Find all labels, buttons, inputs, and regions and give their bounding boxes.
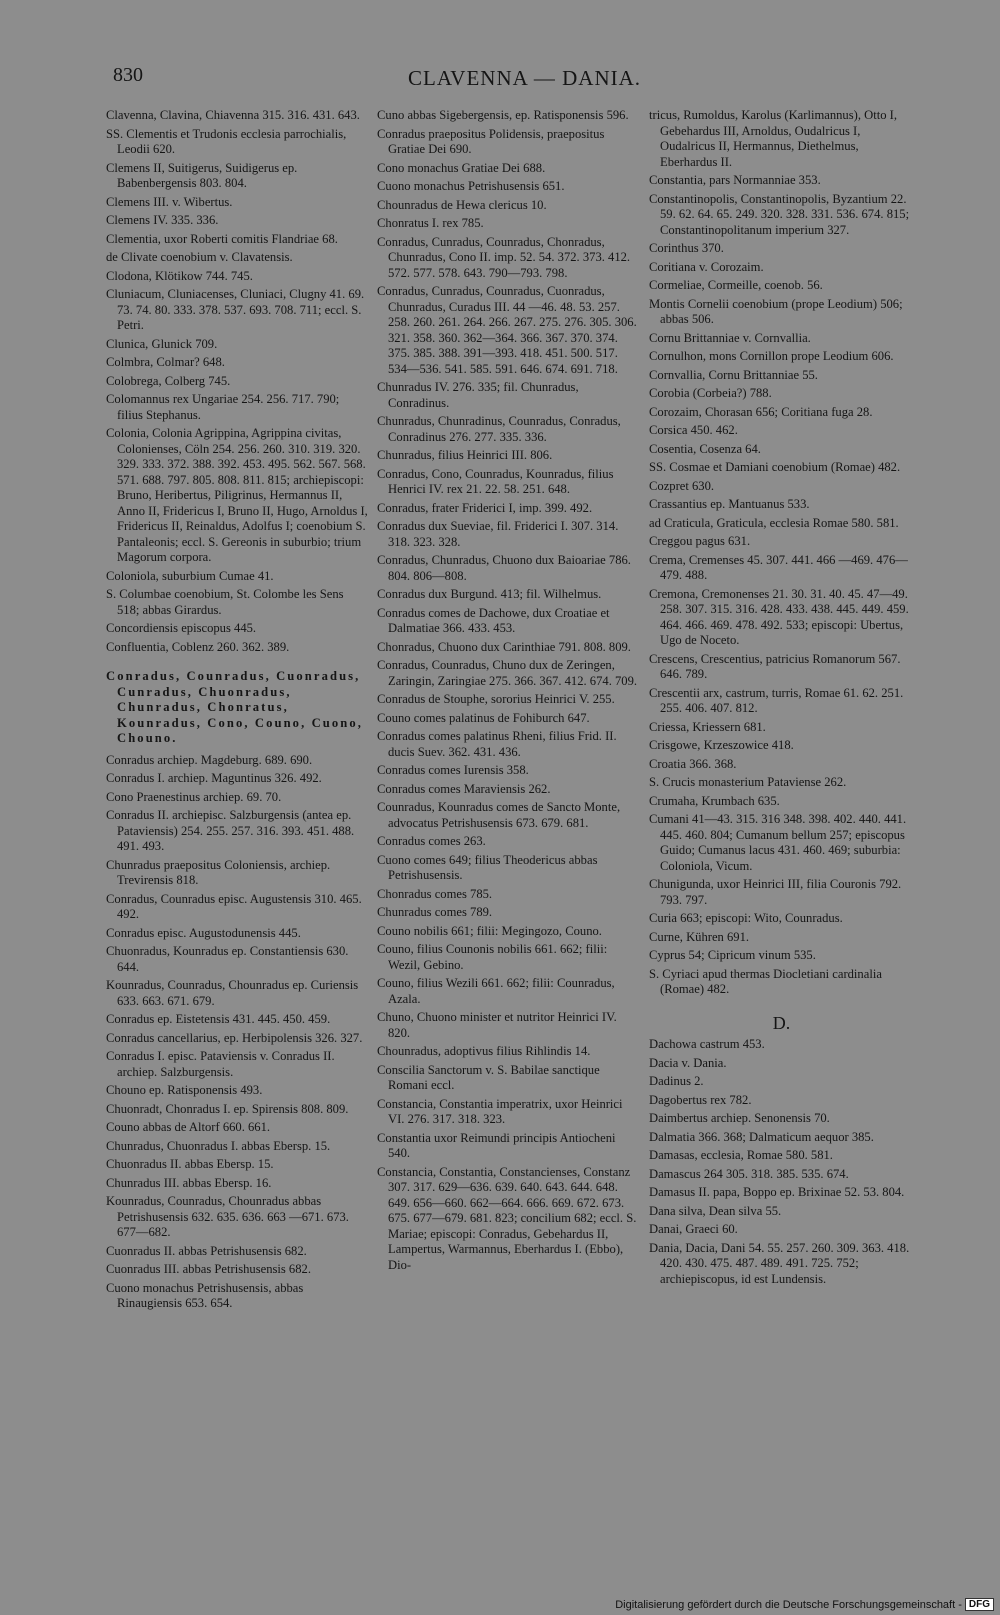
footer-text: Digitalisierung gefördert durch die Deutsche Forschungsgemeinschaft - [615,1598,962,1611]
index-entry: Clunica, Glunick 709. [106,336,218,351]
index-entry: Couno nobilis 661; filii: Megingozo, Couno. [377,923,602,938]
index-entry: Conradus comes palatinus Rheni, filius Frid. II. ducis Suev. 362. 431. 436. [377,729,617,759]
index-entry: S. Columbae coenobium, St. Colombe les Sens 518; abbas Girardus. [106,587,344,617]
index-entry: Conradus comes de Dachowe, dux Croatiae et Dalmatiae 366. 433. 453. [377,605,610,635]
index-entry: SS. Cosmae et Damiani coenobium (Romae) 482. [649,460,901,474]
index-entry: Criessa, Kriessern 681. [649,719,766,734]
index-entry: Crumaha, Krumbach 635. [649,793,780,808]
index-entry: Conradus, Counradus, Cuonradus, Cunradus, Chuonradus, Chunradus, Chonratus, Kounradus, Cono, Couno, Cuono, Chouno. [106,669,364,745]
index-entry: Chuonradt, Chonradus I. ep. Spirensis 808. 809. [106,1101,349,1116]
index-entry: Conradus archiep. Magdeburg. 689. 690. [106,752,313,767]
index-entry: Montis Cornelii coenobium (prope Leodium) 506; abbas 506. [649,296,903,326]
index-entry: Chunradus, Chunradinus, Counradus, Conradus, Conradinus 276. 277. 335. 336. [377,414,621,444]
index-entry: Daimbertus archiep. Senonensis 70. [649,1111,830,1125]
index-entry: Coritiana v. Corozaim. [649,259,764,274]
index-entry: Crescens, Crescentius, patricius Romanorum 567. 646. 789. [649,651,901,681]
index-entry: Couno, filius Counonis nobilis 661. 662; filii: Wezil, Gebino. [377,942,608,972]
index-entry: Coloniola, suburbium Cumae 41. [106,568,274,583]
index-entry: Colonia, Colonia Agrippina, Agrippina civitas, Colonienses, Cöln 254. 256. 260. 310. 319. 320. 329. 333. 372. 388. 392. 453. 495. 562. 567. 568. 571. 688. 797. 805. 808. 811. 815; archiepiscopi: Bruno, Heribertus, Piligrinus, Hermannus II, Anno II, Fridericus I, Bruno II, Hugo, Arnoldus I, Fridericus II, Reinaldus, Adolfus I; coenobium S. Pantaleonis; eccl. S. Gereonis in suburbio; trium Magorum corpora. [106,426,368,564]
index-entry: Constancia, Constantia, Constancienses, Constanz 307. 317. 629—636. 639. 640. 643. 644. 648. 649. 656—660. 662—664. 666. 669. 672. 673. 675. 677—679. 681. 823; concilium 682; eccl. S. Mariae; episcopi: Conradus, Gebehardus II, Lampertus, Warmannus, Eberhardus I. (Ebbo), Dio- [377,1164,637,1272]
index-column-1 [106,108,368,1315]
index-entry: Constantinopolis, Constantinopolis, Byzantium 22. 59. 62. 64. 65. 249. 320. 328. 331. 536. 674. 815; Constantinopolitanum imperium 327. [649,191,910,237]
index-entry: Conradus I. archiep. Maguntinus 326. 492. [106,771,322,785]
running-title: CLAVENNA — DANIA. [408,66,642,90]
index-entry: Dania, Dacia, Dani 54. 55. 257. 260. 309. 363. 418. 420. 430. 475. 487. 489. 491. 725. 752; archiepiscopus, id est Lundensis. [649,1240,910,1286]
index-entry: Cuonradus II. abbas Petrishusensis 682. [106,1243,307,1258]
index-entry: Corobia (Corbeia?) 788. [649,386,772,400]
index-entry: Crisgowe, Krzeszowice 418. [649,738,794,752]
index-entry: Conradus, Counradus episc. Augustensis 310. 465. 492. [106,891,362,921]
index-entry: Conradus de Stouphe, sororius Heinrici V. 255. [377,692,615,706]
index-entry: Cornvallia, Cornu Brittanniae 55. [649,367,818,382]
index-entry: Cremona, Cremonenses 21. 30. 31. 40. 45. 47—49. 258. 307. 315. 316. 428. 433. 438. 445. 449. 459. 464. 466. 469. 478. 492. 533; episcopi: Ubertus, Ugo de Noceto. [649,586,909,647]
index-entry: Colobrega, Colberg 745. [106,373,231,388]
index-entry: Chuonradus, Kounradus ep. Constantiensis 630. 644. [106,944,349,974]
index-entry: Clementia, uxor Roberti comitis Flandriae 68. [106,231,338,246]
index-entry: SS. Clementis et Trudonis ecclesia parrochialis, Leodii 620. [106,126,347,156]
index-entry: Concordiensis episcopus 445. [106,621,257,635]
index-entry: Crema, Cremenses 45. 307. 441. 466 —469. 476—479. 488. [649,552,908,582]
index-entry: Croatia 366. 368. [649,756,737,771]
index-entry: tricus, Rumoldus, Karolus (Karlimannus), Otto I, Gebehardus III, Arnoldus, Oudalricus I, Oudalricus II, Hermannus, Diethelmus, Eberhardus II. [649,108,897,169]
index-entry: Chunradus IV. 276. 335; fil. Chunradus, Conradinus. [377,380,579,410]
index-entry: Corsica 450. 462. [649,423,738,437]
index-entry: Cormeliae, Cormeille, coenob. 56. [649,278,823,292]
index-entry: Chuno, Chuono minister et nutritor Heinrici IV. 820. [377,1010,617,1040]
index-entry: Damasas, ecclesia, Romae 580. 581. [649,1148,833,1162]
index-entry: Chuonradus II. abbas Ebersp. 15. [106,1157,274,1171]
index-entry: Constantia uxor Reimundi principis Antiocheni 540. [377,1130,616,1160]
index-entry: Conradus dux Burgund. 413; fil. Wilhelmus. [377,587,602,601]
index-entry: Chunradus III. abbas Ebersp. 16. [106,1175,272,1190]
index-entry: Cosentia, Cosenza 64. [649,441,761,456]
index-entry: Conradus, frater Friderici I, imp. 399. 492. [377,500,593,515]
index-entry: Conradus, Cunradus, Counradus, Chonradus, Chunradus, Cono II. imp. 52. 54. 372. 373. 412. 572. 577. 578. 643. 790—793. 798. [377,234,631,280]
index-entry: Crescentii arx, castrum, turris, Romae 61. 62. 251. 255. 406. 407. 812. [649,685,904,715]
index-entry: Conradus episc. Augustodunensis 445. [106,925,301,940]
index-entry: Clemens IV. 335. 336. [106,213,219,227]
index-entry: Dacia v. Dania. [649,1055,727,1070]
index-entry: Dagobertus rex 782. [649,1092,752,1107]
index-entry: Confluentia, Coblenz 260. 362. 389. [106,639,290,654]
index-entry: Curia 663; episcopi: Wito, Counradus. [649,911,843,925]
index-entry: Corozaim, Chorasan 656; Coritiana fuga 28. [649,404,873,419]
index-entry: Cluniacum, Cluniacenses, Cluniaci, Clugny 41. 69. 73. 74. 80. 333. 378. 537. 693. 708. 711; eccl. S. Petri. [106,287,365,332]
index-entry: Colomannus rex Ungariae 254. 256. 717. 790; filius Stephanus. [106,392,340,422]
index-entry: Chonradus, Chuono dux Carinthiae 791. 808. 809. [377,639,631,654]
index-entry: Damasus II. papa, Boppo ep. Brixinae 52. 53. 804. [649,1185,905,1199]
index-entry: Chunradus, filius Heinrici III. 806. [377,448,553,462]
index-entry: Colmbra, Colmar? 648. [106,355,225,369]
index-entry: Conradus cancellarius, ep. Herbipolensis 326. 327. [106,1030,363,1045]
index-entry: Cumani 41—43. 315. 316 348. 398. 402. 440. 441. 445. 460. 804; Cumanum bellum 257; episcopus Guido; Cumanus lacus 431. 460. 469; suburbia: Coloniola, Vicum. [649,812,907,873]
index-entry: ad Craticula, Graticula, ecclesia Romae 580. 581. [649,515,899,530]
section-heading: D. [772,1012,791,1033]
index-entry: Cuono monachus Petrishusensis, abbas Rinaugiensis 653. 654. [106,1280,304,1310]
index-entry: Chounradus, adoptivus filius Rihlindis 14. [377,1044,591,1058]
index-entry: Dalmatia 366. 368; Dalmaticum aequor 385. [649,1129,874,1144]
index-entry: Clodona, Klötikow 744. 745. [106,268,253,283]
index-entry: Chonratus I. rex 785. [377,216,484,230]
index-entry: Kounradus, Counradus, Chounradus abbas Petrishusensis 632. 635. 636. 663 —671. 673. 677—682. [106,1194,349,1239]
index-column-3 [649,108,914,1290]
index-entry: Dana silva, Dean silva 55. [649,1203,782,1218]
index-entry: Dachowa castrum 453. [649,1037,765,1051]
index-entry: Cornulhon, mons Cornillon prope Leodium 606. [649,349,894,363]
index-entry: Cuno abbas Sigebergensis, ep. Ratisponensis 596. [377,108,629,122]
index-entry: Conradus I. episc. Pataviensis v. Conradus II. archiep. Salzburgensis. [106,1049,335,1079]
index-entry: Conradus, Cunradus, Counradus, Cuonradus, Chunradus, Curadus III. 44 —46. 48. 53. 257. 258. 260. 261. 264. 266. 267. 275. 276. 305. 306. 321. 358. 360. 362—364. 366. 367. 370. 374. 375. 385. 388. 391—393. 418. 451. 500. 517. 534—536. 541. 585. 591. 646. 674. 691. 718. [377,284,637,376]
index-entry: Conradus dux Sueviae, fil. Friderici I. 307. 314. 318. 323. 328. [377,519,619,549]
index-entry: Cozpret 630. [649,478,715,493]
index-entry: Danai, Graeci 60. [649,1222,738,1236]
index-entry: Crassantius ep. Mantuanus 533. [649,497,810,511]
index-entry: Couno comes palatinus de Fohiburch 647. [377,710,590,725]
index-entry: Conscilia Sanctorum v. S. Babilae sanctique Romani eccl. [377,1062,600,1092]
index-entry: Chunradus comes 789. [377,905,493,919]
index-entry: Constancia, Constantia imperatrix, uxor Heinrici VI. 276. 317. 318. 323. [377,1096,623,1126]
index-entry: Chunradus praepositus Coloniensis, archiep. Trevirensis 818. [106,857,331,887]
index-entry: Couno abbas de Altorf 660. 661. [106,1120,271,1134]
index-entry: Conradus II. archiepisc. Salzburgensis (antea ep. Pataviensis) 254. 255. 257. 316. 393. 451. 488. 491. 493. [106,808,355,853]
index-entry: de Clivate coenobium v. Clavatensis. [106,250,293,264]
index-entry: Counradus, Kounradus comes de Sancto Monte, advocatus Petrishusensis 673. 679. 681. [377,800,621,830]
index-entry: Creggou pagus 631. [649,534,751,548]
index-entry: Conradus praepositus Polidensis, praepositus Gratiae Dei 690. [377,126,605,156]
index-entry: Cyprus 54; Cipricum vinum 535. [649,948,816,962]
index-entry: Chonradus comes 785. [377,886,493,901]
index-entry: Cornu Brittanniae v. Cornvallia. [649,330,811,345]
index-entry: Curne, Kühren 691. [649,929,750,944]
index-entry: Cono monachus Gratiae Dei 688. [377,160,546,175]
index-entry: Conradus comes 263. [377,834,486,848]
index-entry: Kounradus, Counradus, Chounradus ep. Curiensis 633. 663. 671. 679. [106,978,359,1008]
index-entry: Constantia, pars Normanniae 353. [649,173,821,187]
index-entry: Clavenna, Clavina, Chiavenna 315. 316. 431. 643. [106,108,360,122]
index-entry: Cuono comes 649; filius Theodericus abbas Petrishusensis. [377,852,598,882]
footer [615,1598,994,1611]
index-entry: Cuonradus III. abbas Petrishusensis 682. [106,1262,311,1276]
index-entry: Chunigunda, uxor Heinrici III, filia Couronis 792. 793. 797. [649,877,902,907]
index-entry: Clemens III. v. Wibertus. [106,194,233,209]
index-entry: Clemens II, Suitigerus, Suidigerus ep. Babenbergensis 803. 804. [106,160,298,190]
index-entry: Conradus, Chunradus, Chuono dux Baioariae 786. 804. 806—808. [377,553,631,583]
index-entry: S. Crucis monasterium Pataviense 262. [649,775,847,789]
index-entry: Corinthus 370. [649,241,724,255]
index-entry: Chunradus, Chuonradus I. abbas Ebersp. 15. [106,1138,331,1153]
index-entry: Couno, filius Wezili 661. 662; filii: Counradus, Azala. [377,976,615,1006]
index-entry: Conradus comes Maraviensis 262. [377,781,551,796]
index-entry: Cuono monachus Petrishusensis 651. [377,179,565,193]
index-column-2 [377,108,639,1276]
index-entry: Cono Praenestinus archiep. 69. 70. [106,789,282,804]
index-entry: Dadinus 2. [649,1074,704,1088]
index-entry: Chounradus de Hewa clericus 10. [377,197,547,212]
index-entry: Conradus, Cono, Counradus, Kounradus, filius Henrici IV. rex 21. 22. 58. 251. 648. [377,466,614,496]
index-entry: Chouno ep. Ratisponensis 493. [106,1083,263,1097]
index-entry: Conradus ep. Eistetensis 431. 445. 450. 459. [106,1012,331,1026]
page-number: 830 [113,64,143,86]
index-entry: Conradus, Counradus, Chuno dux de Zeringen, Zaringin, Zaringiae 275. 366. 367. 412. 674. 709. [377,658,638,688]
index-entry: S. Cyriaci apud thermas Diocletiani cardinalia (Romae) 482. [649,966,882,996]
index-entry: Conradus comes Iurensis 358. [377,763,529,777]
dfg-logo: DFG [965,1598,994,1611]
index-entry: Damascus 264 305. 318. 385. 535. 674. [649,1166,849,1181]
